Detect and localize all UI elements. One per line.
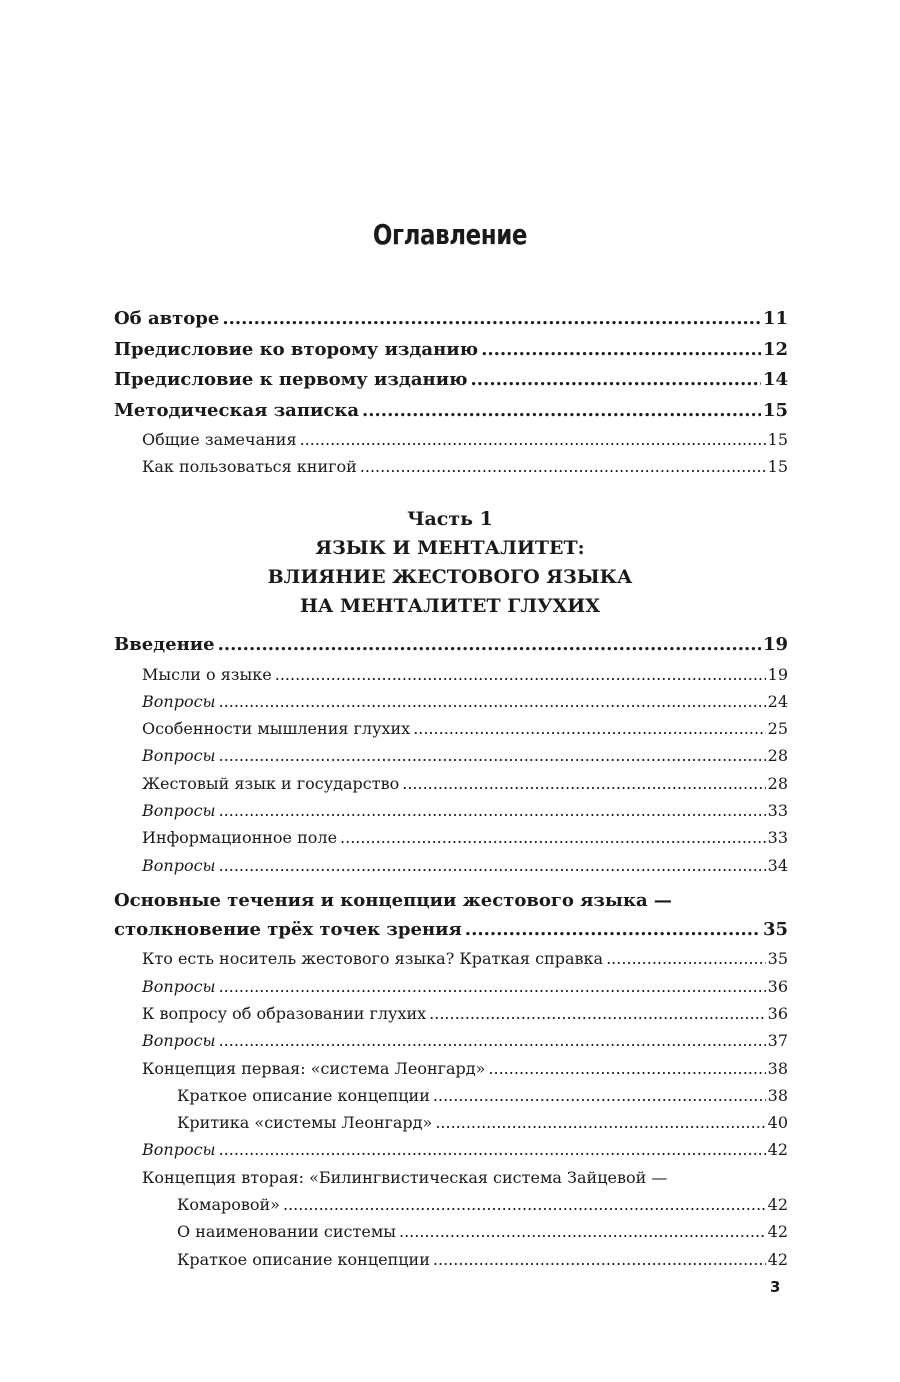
toc-entry [114,304,788,335]
part-title-line: ЯЗЫК И МЕНТАЛИТЕТ: [315,537,585,559]
toc-entry-page: 42 [767,1195,788,1215]
toc-entry-title: Вопросы [142,855,216,875]
toc-entry-title: О наименовании системы [177,1222,396,1242]
toc-entry [114,1055,788,1082]
toc-entry [114,797,788,824]
toc-entry-title: Об авторе [114,308,220,329]
toc-entry-title: Предисловие к первому изданию [114,369,468,390]
toc-entry-page: 12 [762,338,788,360]
toc-entry-title: Информационное поле [142,828,338,848]
leader-dots [300,426,766,453]
toc-entry-title: Вопросы [142,1031,216,1051]
toc-entry-page: 42 [767,1222,788,1242]
part-heading [0,505,900,621]
leader-dots [219,688,766,715]
toc-section-2-items [114,945,788,1163]
leader-dots [399,1218,766,1245]
toc-front-matter [114,304,788,481]
part-label: Часть 1 [407,508,493,530]
toc-entry-title: Кто есть носитель жестового языка? Краткая справка [142,949,604,969]
leader-dots [429,1000,765,1027]
page-title: Оглавление [372,218,528,251]
leader-dots [219,1027,766,1054]
part-title-line: НА МЕНТАЛИТЕТ ГЛУХИХ [299,595,601,617]
toc-entry [114,742,788,769]
toc-entry-title: Особенности мышления глухих [142,719,411,739]
leader-dots [275,661,766,688]
toc-entry [114,335,788,366]
page-number: 3 [770,1278,781,1296]
toc-entry-page: 19 [767,664,788,684]
leader-dots [219,973,766,1000]
toc-entry-page: 15 [767,457,788,477]
toc-entry-title: Предисловие ко второму изданию [114,338,479,360]
toc-entry [114,973,788,1000]
toc-entry-title: Жестовый язык и государство [142,773,400,793]
toc-entry-page: 11 [762,308,788,329]
toc-entry-title: Методическая записка [114,399,359,421]
leader-dots [413,715,765,742]
toc-entry-title: Краткое описание концепции [177,1249,430,1269]
leader-dots [340,824,766,851]
toc-entry [114,453,788,480]
toc-entry [114,661,788,688]
toc-entry [114,1218,788,1245]
toc-entry-title: Концепция вторая: «Билингвистическая система Зайцевой — [142,1167,668,1187]
leader-dots [606,945,766,972]
toc-entry [114,1246,788,1273]
toc-entry-title: Мысли о языке [142,664,272,684]
toc-entry-page: 33 [767,828,788,848]
toc-entry-page: 40 [767,1113,788,1133]
leader-dots [465,915,761,945]
toc-entry [114,1027,788,1054]
leader-dots [283,1191,766,1218]
leader-dots [219,797,766,824]
toc-entry [114,915,788,946]
toc-entry-page: 42 [767,1249,788,1269]
toc-entry-page: 15 [762,399,788,421]
part-title-line: ВЛИЯНИЕ ЖЕСТОВОГО ЯЗЫКА [267,566,633,588]
toc-entry-title: Вопросы [142,691,216,711]
leader-dots [402,770,765,797]
toc-entry-page: 33 [767,800,788,820]
toc-entry [114,1191,788,1218]
toc-entry-title: Вопросы [142,1140,216,1160]
leader-dots [219,1136,766,1163]
toc-entry-title: Вопросы [142,746,216,766]
toc-entry [114,824,788,851]
toc-entry-title: Комаровой» [177,1195,280,1215]
leader-dots [471,365,761,395]
toc-entry-page: 38 [767,1085,788,1105]
toc-entry-page: 15 [767,430,788,449]
toc-entry-page: 36 [767,976,788,996]
leader-dots [218,630,761,660]
toc-entry [114,945,788,972]
toc-entry-title: столкновение трёх точек зрения [114,918,462,940]
toc-entry-page: 28 [767,746,788,766]
toc-entry-page: 19 [762,634,788,655]
toc-entry-page: 34 [767,855,788,875]
toc-entry [114,396,788,427]
toc-entry-page: 24 [767,691,788,711]
toc-entry-title: Концепция первая: «система Леонгард» [142,1058,486,1078]
toc-entry-page: 42 [767,1140,788,1160]
toc-entry [114,688,788,715]
toc-entry [114,1109,788,1136]
toc-entry [114,365,788,396]
toc-entry-title: Вопросы [142,976,216,996]
toc-entry-page: 14 [762,369,788,390]
toc-entry [114,770,788,797]
toc-entry [114,852,788,879]
toc-section-2-items-continued [114,1191,788,1273]
toc-entry-title: К вопросу об образовании глухих [142,1003,427,1023]
leader-dots [222,304,761,334]
toc-entry-title: Как пользоваться книгой [142,457,357,477]
toc-entry [114,715,788,742]
toc-entry-page: 37 [767,1031,788,1051]
leader-dots [433,1246,766,1273]
toc-entry-title: Основные течения и концепции жестового языка — [114,889,672,911]
leader-dots [219,742,766,769]
toc-entry-page: 35 [767,949,788,969]
leader-dots [433,1082,766,1109]
toc-entry-page: 36 [767,1003,788,1023]
toc-entry [114,426,788,453]
toc-entry-title: Критика «системы Леонгард» [177,1113,433,1133]
toc-entry [114,1136,788,1163]
leader-dots [435,1109,765,1136]
toc-entry-title: Вопросы [142,800,216,820]
toc-entry-title: Введение [114,634,215,655]
leader-dots [219,852,766,879]
toc-intro-section [114,630,788,879]
leader-dots [362,396,761,426]
toc-entry [114,1082,788,1109]
toc-entry-page: 38 [767,1058,788,1078]
leader-dots [488,1055,765,1082]
toc-entry-title: Краткое описание концепции [177,1085,430,1105]
toc-entry-page: 28 [767,773,788,793]
toc-entry-page: 35 [762,918,788,940]
toc-entry-page: 25 [767,719,788,739]
toc-section-2 [114,886,788,1273]
toc-entry [114,630,788,661]
leader-dots [481,335,761,365]
toc-entry-title: Общие замечания [142,430,297,449]
toc-part-1 [114,630,788,1273]
toc-entry [114,1000,788,1027]
leader-dots [360,453,766,480]
